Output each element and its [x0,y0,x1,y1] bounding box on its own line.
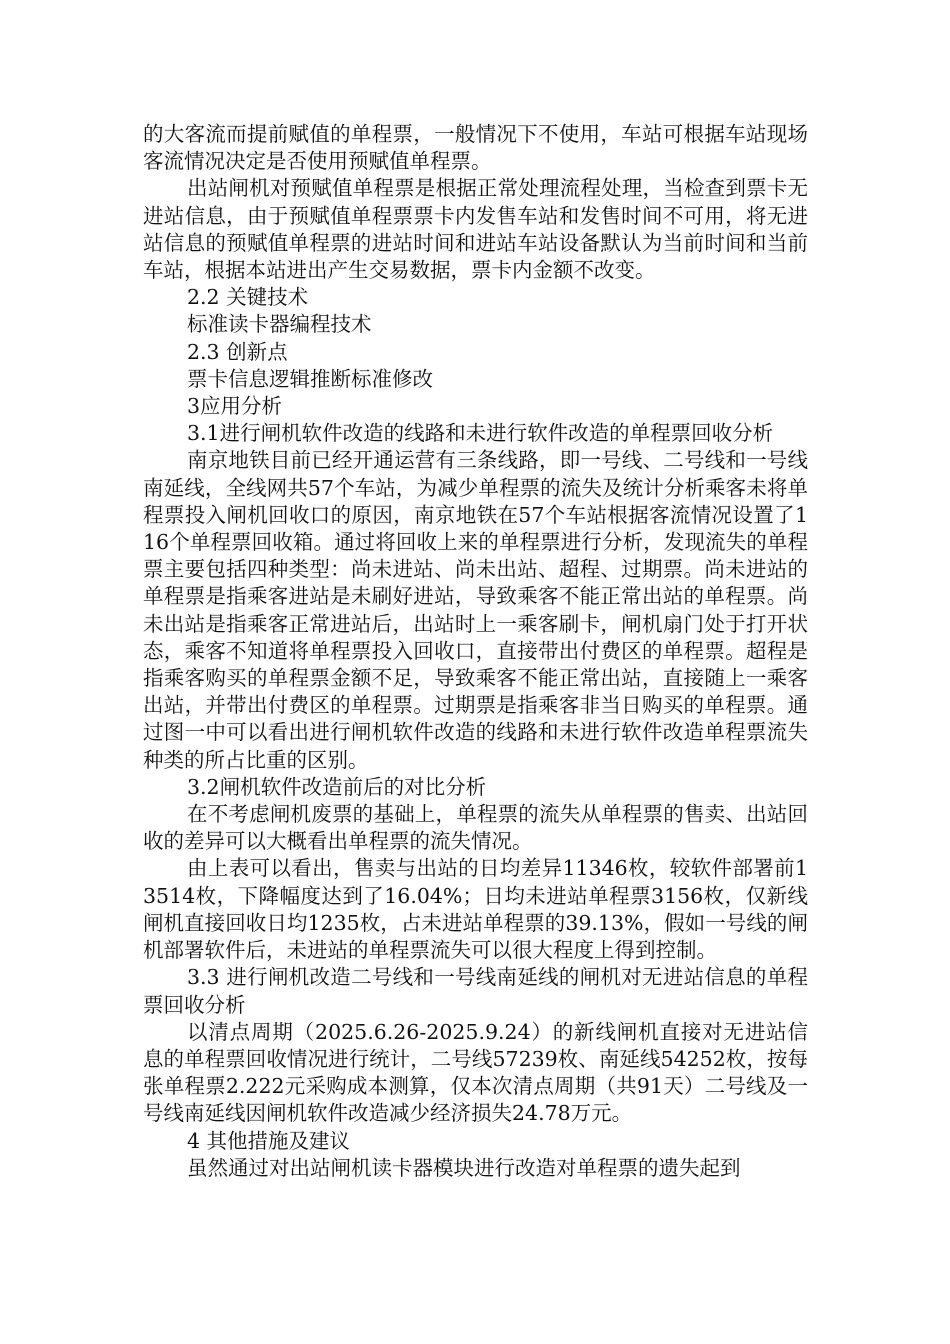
paragraph-exit-gate-processing: 出站闸机对预赋值单程票是根据正常处理流程处理，当检查到票卡无进站信息，由于预赋值单程票票卡内发售车站和发售时间不可用，将无进站信息的预赋值单程票的进站时间和进站车站设备默认为当前时间和当前车站，根据本站进出产生交易数据，票卡内金额不改变。 [143,176,808,283]
paragraph-measures-start: 虽然通过对出站闸机读卡器模块进行改造对单程票的遗失起到 [187,1155,741,1180]
section-heading-application-analysis: 3应用分析 [187,394,283,419]
paragraph-recovery-statistics: 以清点周期（2025.6.26-2025.9.24）的新线闸机直接对无进站信息的单程票回收情况进行统计，二号线57239枚、南延线54252枚，按每张单程票2.222元采购成本测算，仅本次清点周期（共91天）二号线及一号线南延线因闸机软件改造减少经济损失24.78万元。 [143,1019,808,1126]
section-heading-3-1: 3.1进行闸机软件改造的线路和未进行软件改造的单程票回收分析 [187,421,774,446]
paragraph-innovation: 票卡信息逻辑推断标准修改 [187,366,433,391]
section-heading-other-measures: 4 其他措施及建议 [187,1128,351,1153]
paragraph-nanjing-metro-analysis: 南京地铁目前已经开通运营有三条线路，即一号线、二号线和一号线南延线，全线网共57个车站，为减少单程票的流失及统计分析乘客未将单程票投入闸机回收口的原因，南京地铁在57个车站根据客流情况设置了116个单程票回收箱。通过将回收上来的单程票进行分析，发现流失的单程票主要包括四种类型：尚未进站、尚未出站、超程、过期票。尚未进站的单程票是指乘客进站是未刷好进站，导致乘客不能正常出站的单程票。尚未出站是指乘客正常进站后，出站时上一乘客刷卡，闸机扇门处于打开状态，乘客不知道将单程票投入回收口，直接带出付费区的单程票。超程是指乘客购买的单程票金额不足，导致乘客不能正常出站，直接随上一乘客出站，并带出付费区的单程票。过期票是指乘客非当日购买的单程票。通过图一中可以看出进行闸机软件改造的线路和未进行软件改造单程票流失种类的所占比重的区别。 [143,448,808,772]
section-heading-3-2: 3.2闸机软件改造前后的对比分析 [187,774,487,799]
section-heading-key-technology: 2.2 关键技术 [187,285,309,310]
section-heading-innovation: 2.3 创新点 [187,339,288,364]
document-body [143,121,808,1182]
paragraph-key-technology: 标准读卡器编程技术 [187,312,372,337]
section-heading-3-3: 3.3 进行闸机改造二号线和一号线南延线的闸机对无进站信息的单程票回收分析 [143,965,808,1017]
paragraph-loss-estimate: 在不考虑闸机废票的基础上，单程票的流失从单程票的售卖、出站回收的差异可以大概看出单程票的流失情况。 [143,802,808,854]
paragraph-continuation: 的大客流而提前赋值的单程票，一般情况下不使用，车站可根据车站现场客流情况决定是否使用预赋值单程票。 [143,122,808,174]
paragraph-daily-difference: 由上表可以看出，售卖与出站的日均差异11346枚，较软件部署前13514枚，下降幅度达到了16.04%；日均未进站单程票3156枚，仅新线闸机直接回收日均1235枚，占未进站单程票的39.13%，假如一号线的闸机部署软件后，未进站的单程票流失可以很大程度上得到控制。 [143,856,808,963]
